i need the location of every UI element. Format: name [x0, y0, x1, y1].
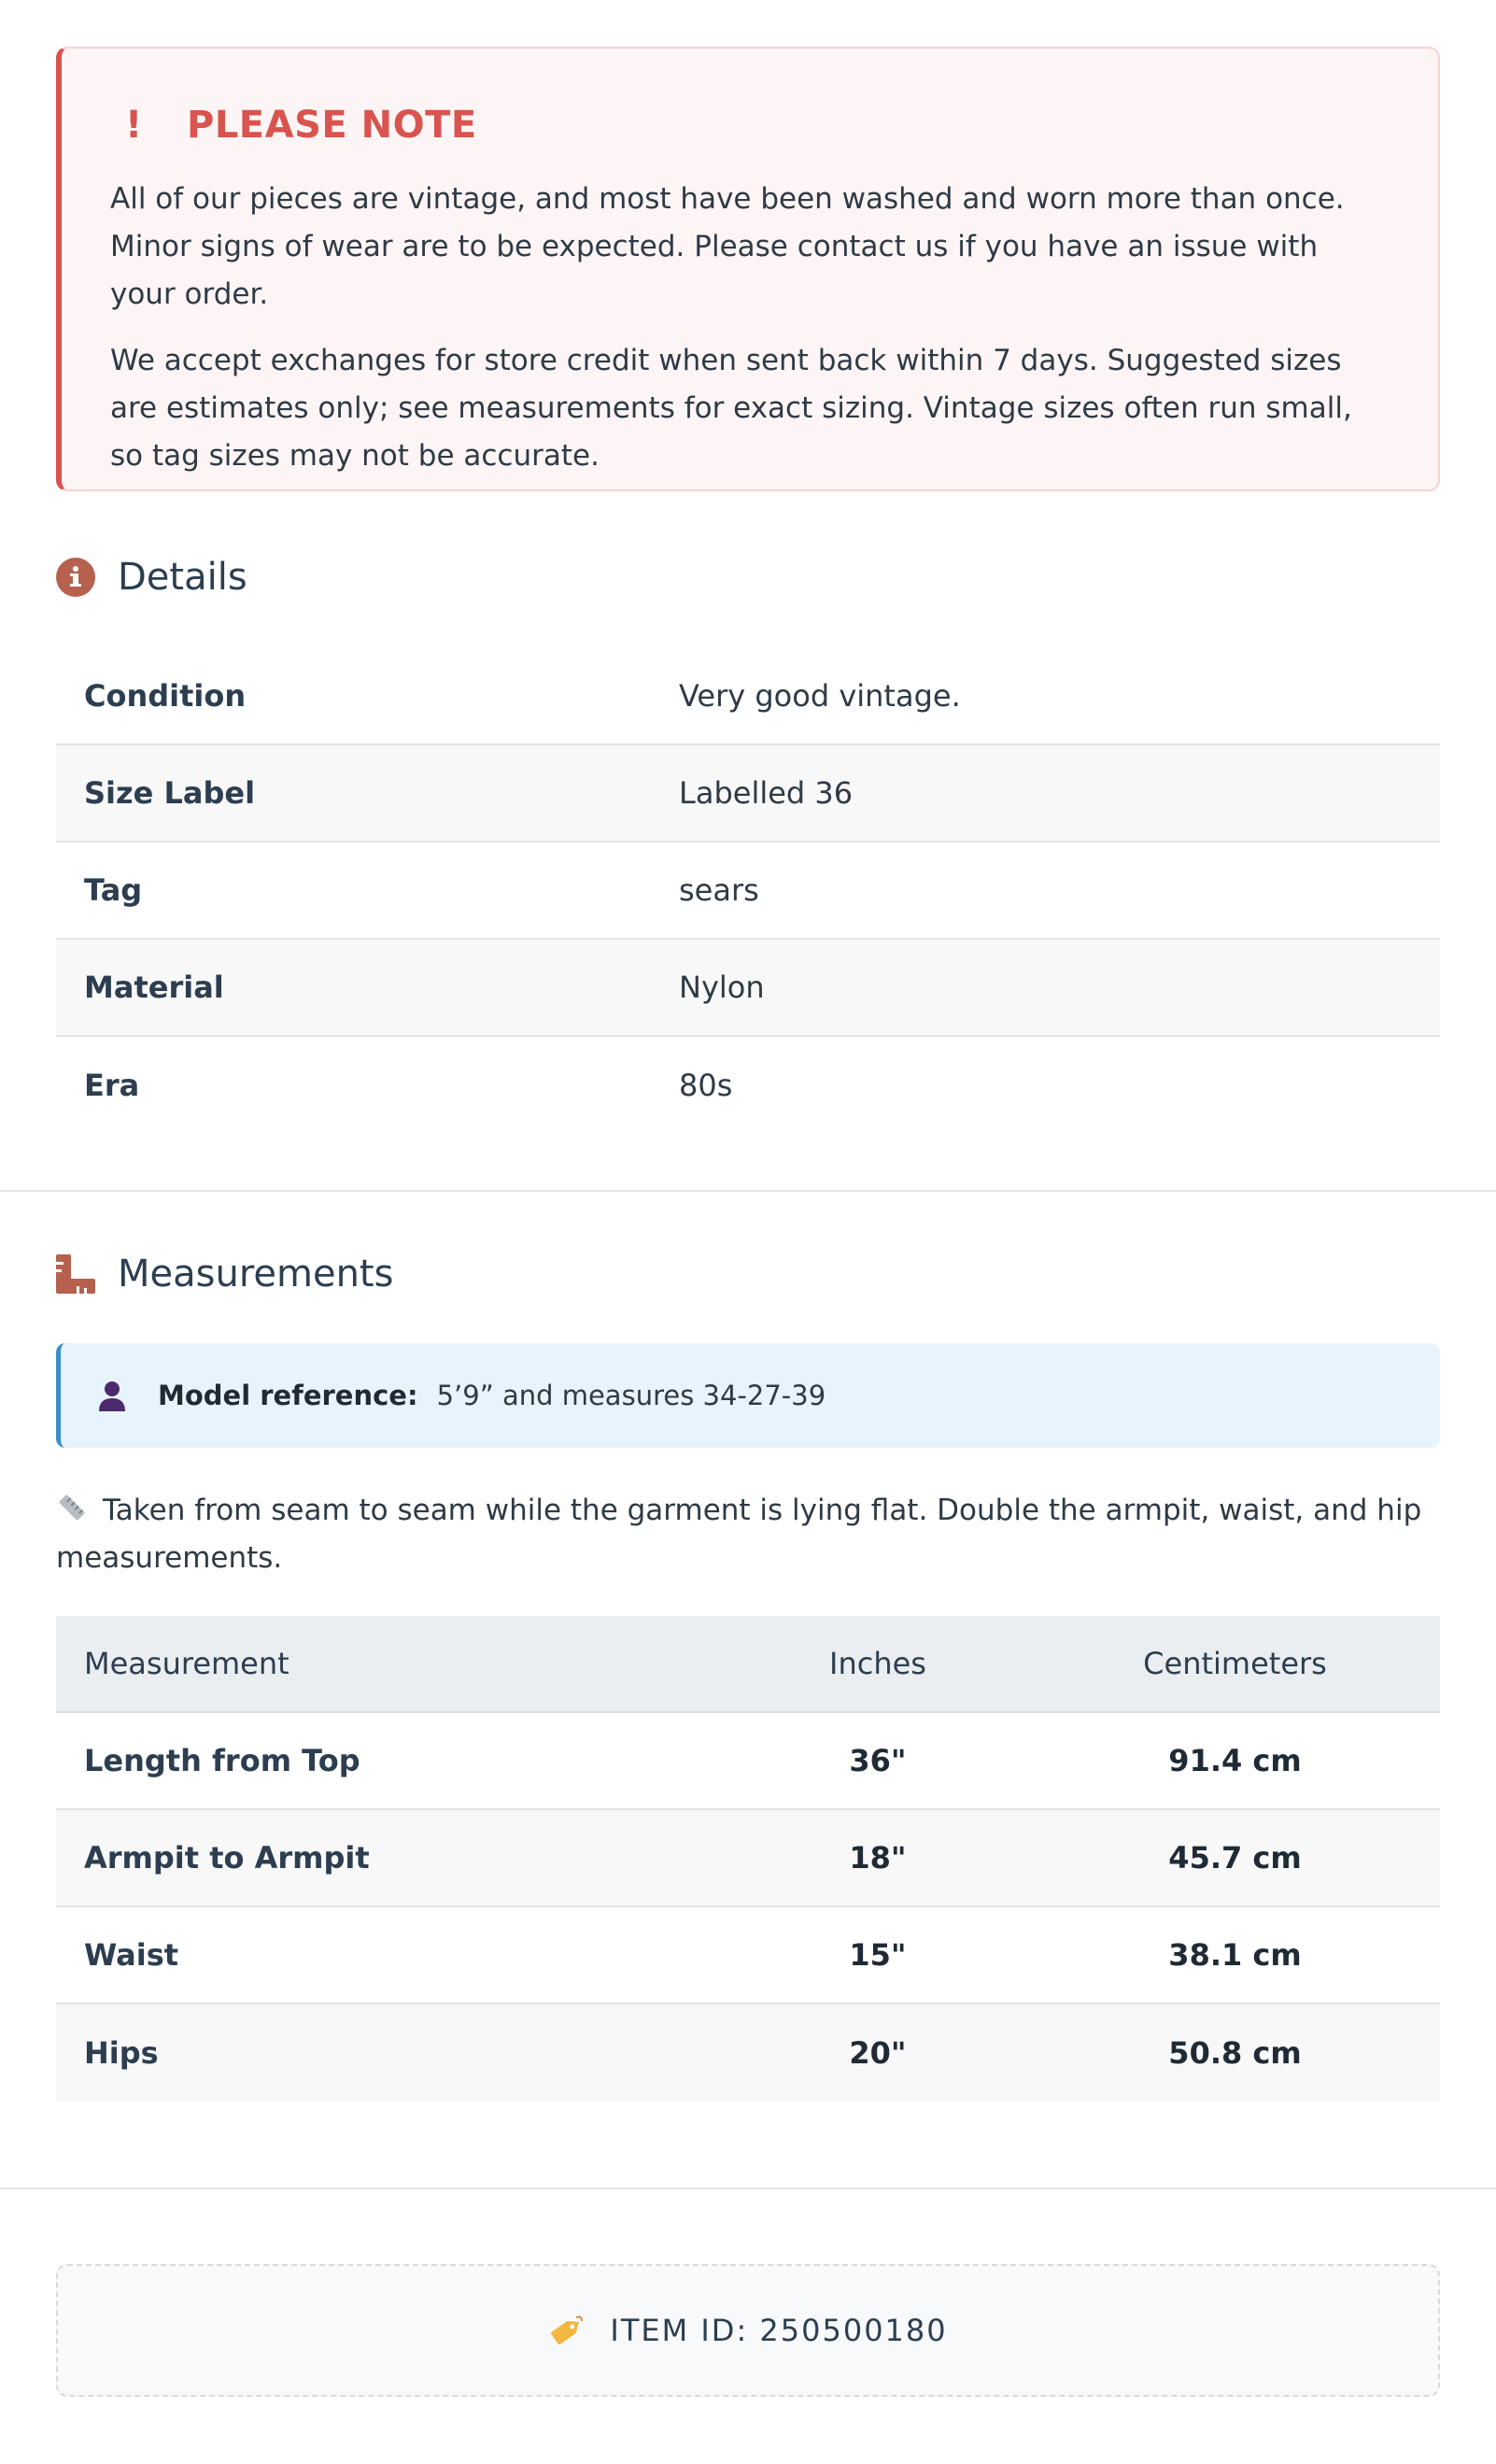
item-id-box [56, 2264, 1440, 2397]
details-row [56, 1037, 1440, 1134]
notice-header [110, 99, 1391, 151]
details-label: Tag [84, 872, 143, 908]
measurements-header [56, 1246, 1440, 1302]
model-reference-value: 5’9” and measures 34-27-39 [436, 1380, 826, 1411]
measurements-table [56, 1616, 1440, 2102]
details-row [56, 648, 1440, 745]
measurements-title: Measurements [118, 1253, 394, 1296]
section-divider [0, 2188, 1496, 2189]
ruler-icon [56, 1492, 88, 1523]
details-value: Labelled 36 [679, 775, 854, 811]
section-divider [0, 1190, 1496, 1192]
table-row [56, 2004, 1440, 2102]
model-reference [56, 1343, 1440, 1448]
table-header-row [56, 1616, 1440, 1713]
details-label: Condition [84, 678, 247, 714]
table-row [56, 1907, 1440, 2004]
details-title: Details [118, 556, 247, 599]
table-row [56, 1810, 1440, 1907]
details-row [56, 843, 1440, 940]
measurement-inches: 36" [849, 1743, 907, 1778]
measurement-cm: 91.4 cm [1168, 1743, 1302, 1778]
details-value: Nylon [679, 970, 765, 1005]
tag-icon [548, 2312, 586, 2349]
column-header-centimeters: Centimeters [1143, 1646, 1327, 1681]
measurement-inches: 15" [849, 1937, 907, 1973]
measurement-instructions [56, 1487, 1440, 1582]
details-label: Material [84, 970, 224, 1005]
measurement-inches: 18" [849, 1840, 907, 1876]
details-value: sears [679, 872, 759, 908]
measurement-inches: 20" [849, 2035, 907, 2071]
item-id-text: ITEM ID: 250500180 [610, 2313, 948, 2348]
table-row [56, 1713, 1440, 1810]
info-circle-icon [56, 558, 95, 597]
details-row [56, 940, 1440, 1037]
details-header [56, 549, 1440, 605]
measurement-name: Hips [84, 2035, 159, 2071]
details-label: Size Label [84, 775, 256, 811]
column-header-measurement: Measurement [84, 1646, 289, 1681]
measurement-cm: 38.1 cm [1168, 1937, 1302, 1973]
measurement-name: Waist [84, 1937, 179, 1973]
details-table [56, 648, 1440, 1134]
measurement-name: Armpit to Armpit [84, 1840, 370, 1876]
details-label: Era [84, 1068, 140, 1103]
instructions-text: Taken from seam to seam while the garment is lying flat. Double the armpit, waist, and hip measurements. [56, 1494, 1422, 1575]
measurement-name: Length from Top [84, 1743, 360, 1778]
details-value: 80s [679, 1068, 733, 1103]
column-header-inches: Inches [829, 1646, 926, 1681]
notice-box [56, 47, 1440, 491]
model-reference-label: Model reference: [158, 1380, 418, 1411]
details-row [56, 745, 1440, 843]
ruler-combined-icon [56, 1254, 95, 1294]
measurement-cm: 50.8 cm [1168, 2035, 1302, 2071]
notice-paragraph: We accept exchanges for store credit when sent back within 7 days. Suggested sizes are estimates only; see measurements for exact sizing. Vintage sizes often run small, so tag sizes may not be accurate. [110, 344, 1352, 473]
measurement-cm: 45.7 cm [1168, 1840, 1302, 1876]
exclamation-icon: ! [125, 104, 143, 147]
notice-title: PLEASE NOTE [187, 104, 477, 147]
user-icon [96, 1380, 128, 1411]
notice-paragraph: All of our pieces are vintage, and most have been washed and worn more than once. Minor signs of wear are to be expected. Please contact us if you have an issue with your order. [110, 182, 1345, 311]
details-value: Very good vintage. [679, 678, 961, 714]
